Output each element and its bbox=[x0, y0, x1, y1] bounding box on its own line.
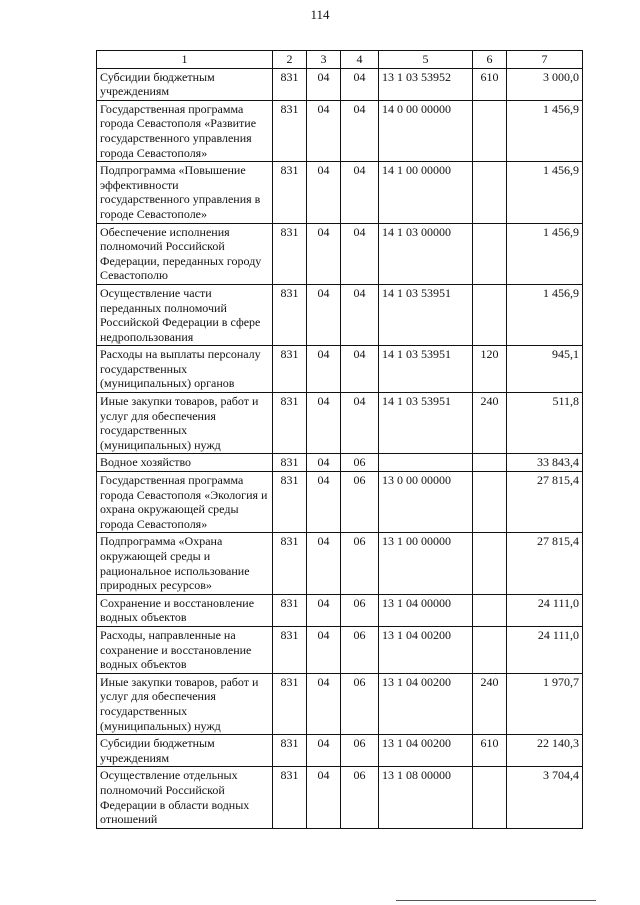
row-code: 831 bbox=[273, 673, 307, 734]
row-code: 831 bbox=[273, 68, 307, 100]
row-section: 04 bbox=[307, 454, 341, 472]
row-subsection: 06 bbox=[341, 454, 379, 472]
row-name: Иные закупки товаров, работ и услуг для обеспечения государственных (муниципальных) нужд bbox=[97, 393, 273, 454]
row-expense-type bbox=[473, 454, 507, 472]
table-row bbox=[97, 626, 583, 673]
row-target-article bbox=[379, 454, 473, 472]
row-section: 04 bbox=[307, 346, 341, 393]
row-code: 831 bbox=[273, 626, 307, 673]
row-section: 04 bbox=[307, 533, 341, 594]
row-expense-type: 240 bbox=[473, 393, 507, 454]
row-expense-type: 610 bbox=[473, 735, 507, 767]
row-amount: 24 111,0 bbox=[507, 626, 583, 673]
row-target-article: 13 1 04 00000 bbox=[379, 594, 473, 626]
table-row bbox=[97, 223, 583, 284]
row-expense-type bbox=[473, 594, 507, 626]
table-row bbox=[97, 767, 583, 828]
budget-table bbox=[96, 50, 583, 829]
row-subsection: 04 bbox=[341, 100, 379, 161]
row-section: 04 bbox=[307, 284, 341, 345]
column-header: 6 bbox=[473, 51, 507, 69]
row-name: Расходы на выплаты персоналу государственных (муниципальных) органов bbox=[97, 346, 273, 393]
column-header: 3 bbox=[307, 51, 341, 69]
row-target-article: 14 0 00 00000 bbox=[379, 100, 473, 161]
page-number: 114 bbox=[310, 7, 330, 22]
row-target-article: 13 1 03 53952 bbox=[379, 68, 473, 100]
row-expense-type bbox=[473, 472, 507, 533]
row-name: Подпрограмма «Охрана окружающей среды и рациональное использование природных ресурсов» bbox=[97, 533, 273, 594]
column-header: 2 bbox=[273, 51, 307, 69]
row-name: Обеспечение исполнения полномочий Российской Федерации, переданных городу Севастополю bbox=[97, 223, 273, 284]
table-row bbox=[97, 68, 583, 100]
row-subsection: 04 bbox=[341, 393, 379, 454]
row-name: Субсидии бюджетным учреждениям bbox=[97, 735, 273, 767]
row-target-article: 14 1 03 53951 bbox=[379, 346, 473, 393]
row-expense-type bbox=[473, 626, 507, 673]
row-expense-type: 120 bbox=[473, 346, 507, 393]
row-name: Субсидии бюджетным учреждениям bbox=[97, 68, 273, 100]
row-code: 831 bbox=[273, 284, 307, 345]
row-amount: 511,8 bbox=[507, 393, 583, 454]
row-amount: 33 843,4 bbox=[507, 454, 583, 472]
row-name: Сохранение и восстановление водных объектов bbox=[97, 594, 273, 626]
table-row bbox=[97, 735, 583, 767]
row-expense-type: 240 bbox=[473, 673, 507, 734]
table-row bbox=[97, 533, 583, 594]
row-expense-type: 610 bbox=[473, 68, 507, 100]
row-target-article: 14 1 03 53951 bbox=[379, 284, 473, 345]
row-expense-type bbox=[473, 223, 507, 284]
row-code: 831 bbox=[273, 767, 307, 828]
row-target-article: 14 1 03 00000 bbox=[379, 223, 473, 284]
row-expense-type bbox=[473, 533, 507, 594]
row-amount: 945,1 bbox=[507, 346, 583, 393]
row-amount: 3 000,0 bbox=[507, 68, 583, 100]
row-name: Осуществление отдельных полномочий Российской Федерации в области водных отношений bbox=[97, 767, 273, 828]
row-code: 831 bbox=[273, 533, 307, 594]
row-amount: 24 111,0 bbox=[507, 594, 583, 626]
row-amount: 22 140,3 bbox=[507, 735, 583, 767]
row-name: Иные закупки товаров, работ и услуг для обеспечения государственных (муниципальных) нужд bbox=[97, 673, 273, 734]
row-target-article: 13 1 04 00200 bbox=[379, 626, 473, 673]
row-target-article: 14 1 03 53951 bbox=[379, 393, 473, 454]
row-section: 04 bbox=[307, 68, 341, 100]
row-amount: 1 970,7 bbox=[507, 673, 583, 734]
row-amount: 1 456,9 bbox=[507, 284, 583, 345]
table-row bbox=[97, 100, 583, 161]
row-expense-type bbox=[473, 767, 507, 828]
table-header-row bbox=[97, 51, 583, 69]
row-amount: 27 815,4 bbox=[507, 472, 583, 533]
row-code: 831 bbox=[273, 454, 307, 472]
row-target-article: 13 1 00 00000 bbox=[379, 533, 473, 594]
row-section: 04 bbox=[307, 162, 341, 223]
row-subsection: 06 bbox=[341, 767, 379, 828]
row-target-article: 13 1 08 00000 bbox=[379, 767, 473, 828]
row-amount: 1 456,9 bbox=[507, 223, 583, 284]
row-target-article: 13 1 04 00200 bbox=[379, 735, 473, 767]
row-code: 831 bbox=[273, 393, 307, 454]
row-section: 04 bbox=[307, 673, 341, 734]
row-code: 831 bbox=[273, 162, 307, 223]
row-subsection: 06 bbox=[341, 472, 379, 533]
row-name: Подпрограмма «Повышение эффективности государственного управления в городе Севастополе» bbox=[97, 162, 273, 223]
row-code: 831 bbox=[273, 223, 307, 284]
row-expense-type bbox=[473, 284, 507, 345]
table-row bbox=[97, 346, 583, 393]
row-subsection: 04 bbox=[341, 223, 379, 284]
row-code: 831 bbox=[273, 472, 307, 533]
row-section: 04 bbox=[307, 735, 341, 767]
row-amount: 3 704,4 bbox=[507, 767, 583, 828]
row-expense-type bbox=[473, 162, 507, 223]
table-row bbox=[97, 162, 583, 223]
row-section: 04 bbox=[307, 223, 341, 284]
page-bottom-rule bbox=[396, 900, 596, 901]
row-name: Осуществление части переданных полномочий Российской Федерации в сфере недропользования bbox=[97, 284, 273, 345]
row-subsection: 06 bbox=[341, 735, 379, 767]
column-header: 4 bbox=[341, 51, 379, 69]
table-row bbox=[97, 594, 583, 626]
row-subsection: 06 bbox=[341, 594, 379, 626]
row-subsection: 04 bbox=[341, 346, 379, 393]
row-section: 04 bbox=[307, 626, 341, 673]
column-header: 1 bbox=[97, 51, 273, 69]
column-header: 7 bbox=[507, 51, 583, 69]
row-expense-type bbox=[473, 100, 507, 161]
row-target-article: 14 1 00 00000 bbox=[379, 162, 473, 223]
row-subsection: 04 bbox=[341, 68, 379, 100]
row-amount: 27 815,4 bbox=[507, 533, 583, 594]
row-name: Государственная программа города Севастополя «Экология и охрана окружающей среды города Севастополя» bbox=[97, 472, 273, 533]
table-row bbox=[97, 673, 583, 734]
column-header: 5 bbox=[379, 51, 473, 69]
row-section: 04 bbox=[307, 767, 341, 828]
row-subsection: 06 bbox=[341, 533, 379, 594]
row-code: 831 bbox=[273, 100, 307, 161]
table-row bbox=[97, 472, 583, 533]
row-target-article: 13 1 04 00200 bbox=[379, 673, 473, 734]
row-section: 04 bbox=[307, 393, 341, 454]
row-section: 04 bbox=[307, 472, 341, 533]
row-subsection: 04 bbox=[341, 162, 379, 223]
row-name: Государственная программа города Севастополя «Развитие государственного управления города Севастополя» bbox=[97, 100, 273, 161]
table-row bbox=[97, 393, 583, 454]
row-name: Расходы, направленные на сохранение и восстановление водных объектов bbox=[97, 626, 273, 673]
table-row bbox=[97, 284, 583, 345]
table-row bbox=[97, 454, 583, 472]
row-subsection: 04 bbox=[341, 284, 379, 345]
row-amount: 1 456,9 bbox=[507, 162, 583, 223]
row-code: 831 bbox=[273, 346, 307, 393]
row-target-article: 13 0 00 00000 bbox=[379, 472, 473, 533]
row-section: 04 bbox=[307, 594, 341, 626]
row-amount: 1 456,9 bbox=[507, 100, 583, 161]
row-section: 04 bbox=[307, 100, 341, 161]
row-code: 831 bbox=[273, 735, 307, 767]
row-subsection: 06 bbox=[341, 626, 379, 673]
row-code: 831 bbox=[273, 594, 307, 626]
row-name: Водное хозяйство bbox=[97, 454, 273, 472]
row-subsection: 06 bbox=[341, 673, 379, 734]
